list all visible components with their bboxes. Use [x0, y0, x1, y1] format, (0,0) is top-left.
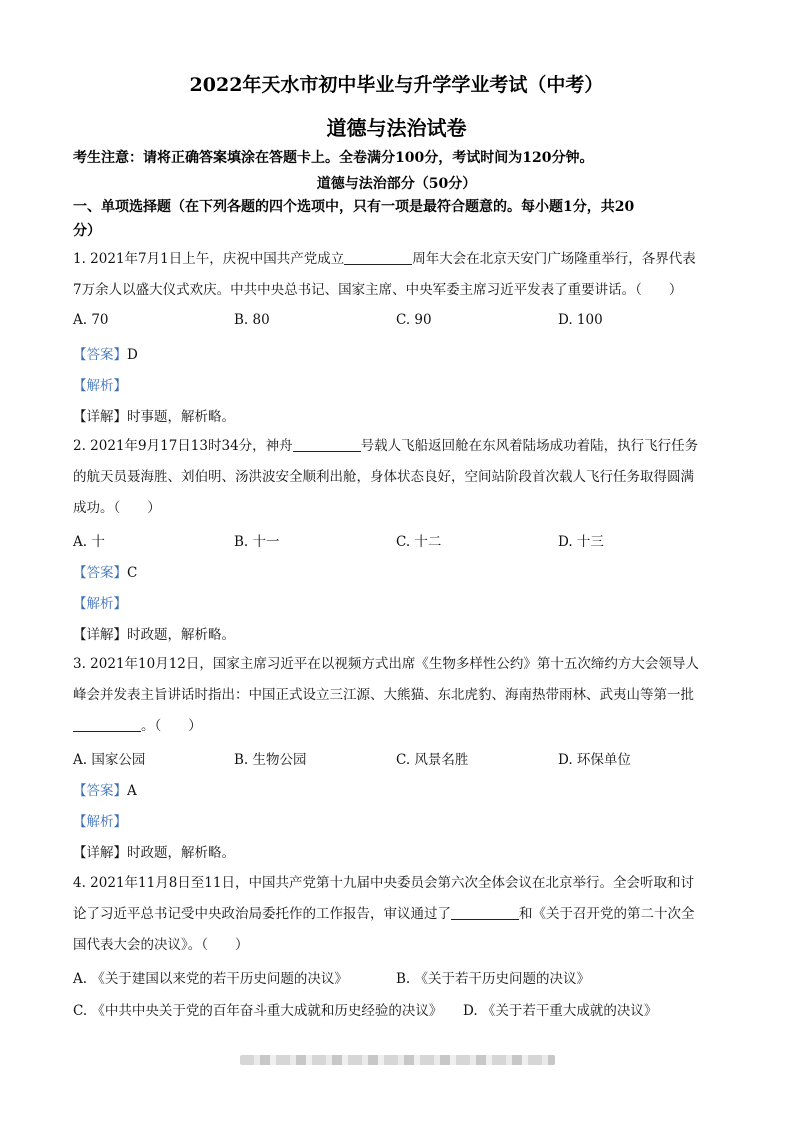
question-1-option-a: A. 70: [73, 312, 109, 328]
question-1-analysis: 【解析】: [73, 378, 127, 394]
answer-blank: [451, 905, 519, 920]
question-4-option-d: D. 《关于若干重大成就的决议》: [463, 1003, 658, 1019]
question-3-line2: 峰会并发表主旨讲话时指出：中国正式设立三江源、大熊猫、东北虎豹、海南热带雨林、武夷山等第一批: [73, 687, 694, 703]
question-4-option-a: A. 《关于建国以来党的若干历史问题的决议》: [73, 971, 348, 987]
blurred-footer-watermark: [240, 1055, 555, 1065]
answer-blank: [344, 250, 412, 265]
exam-notice: 考生注意：请将正确答案填涂在答题卡上。全卷满分100分，考试时间为120分钟。: [73, 150, 594, 166]
question-2-analysis: 【解析】: [73, 596, 127, 612]
question-1-option-d: D. 100: [558, 312, 603, 328]
question-2-option-d: D. 十三: [558, 534, 604, 550]
question-1-detail: 【详解】时事题，解析略。: [73, 409, 235, 425]
section-heading-line1: 一、单项选择题（在下列各题的四个选项中，只有一项是最符合题意的。每小题1分，共20: [73, 199, 635, 215]
question-4-line1: 4. 2021年11月8日至11日，中国共产党第十九届中央委员会第六次全体会议在北京举行。全会听取和讨: [73, 875, 694, 891]
part-title: 道德与法治部分（50分）: [316, 176, 477, 192]
page-subtitle: 道德与法治试卷: [326, 116, 467, 140]
question-4-line2: 论了习近平总书记受中央政治局委托作的工作报告，审议通过了 和《关于召开党的第二十次全: [73, 906, 695, 922]
question-1-answer: 【答案】D: [73, 347, 138, 363]
question-3-option-d: D. 环保单位: [558, 752, 631, 768]
question-3-option-b: B. 生物公园: [234, 752, 307, 768]
question-3-detail: 【详解】时政题，解析略。: [73, 845, 235, 861]
question-3-line1: 3. 2021年10月12日，国家主席习近平在以视频方式出席《生物多样性公约》第十五次缔约方大会领导人: [73, 656, 699, 672]
answer-blank: [293, 437, 361, 452]
question-4-line3: 国代表大会的决议》。（ ）: [73, 937, 249, 953]
question-2-line2: 的航天员聂海胜、刘伯明、汤洪波安全顺利出舱，身体状态良好，空间站阶段首次载人飞行任务取得圆满: [73, 469, 694, 485]
question-2-detail: 【详解】时政题，解析略。: [73, 627, 235, 643]
question-1-option-c: C. 90: [396, 312, 432, 328]
page-title: 2022年天水市初中毕业与升学学业考试（中考）: [189, 74, 604, 96]
question-2-line1: 2. 2021年9月17日13时34分，神舟 号载人飞船返回舱在东风着陆场成功着陆，执行飞行任务: [73, 438, 699, 454]
question-2-option-b: B. 十一: [234, 534, 280, 550]
question-1-line1: 1. 2021年7月1日上午，庆祝中国共产党成立 周年大会在北京天安门广场隆重举行，各界代表: [73, 251, 696, 267]
question-3-option-c: C. 风景名胜: [396, 752, 469, 768]
question-3-answer: 【答案】A: [73, 783, 137, 799]
question-1-line2: 7万余人以盛大仪式欢庆。中共中央总书记、国家主席、中央军委主席习近平发表了重要讲话。（ ）: [73, 282, 683, 298]
question-2-answer: 【答案】C: [73, 565, 138, 581]
question-4-option-c: C. 《中共中央关于党的百年奋斗重大成就和历史经验的决议》: [73, 1003, 443, 1019]
answer-blank: [73, 717, 141, 732]
question-1-option-b: B. 80: [234, 312, 270, 328]
question-2-option-a: A. 十: [73, 534, 105, 550]
section-heading-line2: 分）: [73, 223, 101, 239]
question-2-line3: 成功。（ ）: [73, 500, 161, 516]
question-2-option-c: C. 十二: [396, 534, 442, 550]
question-3-option-a: A. 国家公园: [73, 752, 146, 768]
question-3-analysis: 【解析】: [73, 814, 127, 830]
question-3-line3: 。（ ）: [73, 716, 733, 736]
question-4-option-b: B. 《关于若干历史问题的决议》: [396, 971, 591, 987]
